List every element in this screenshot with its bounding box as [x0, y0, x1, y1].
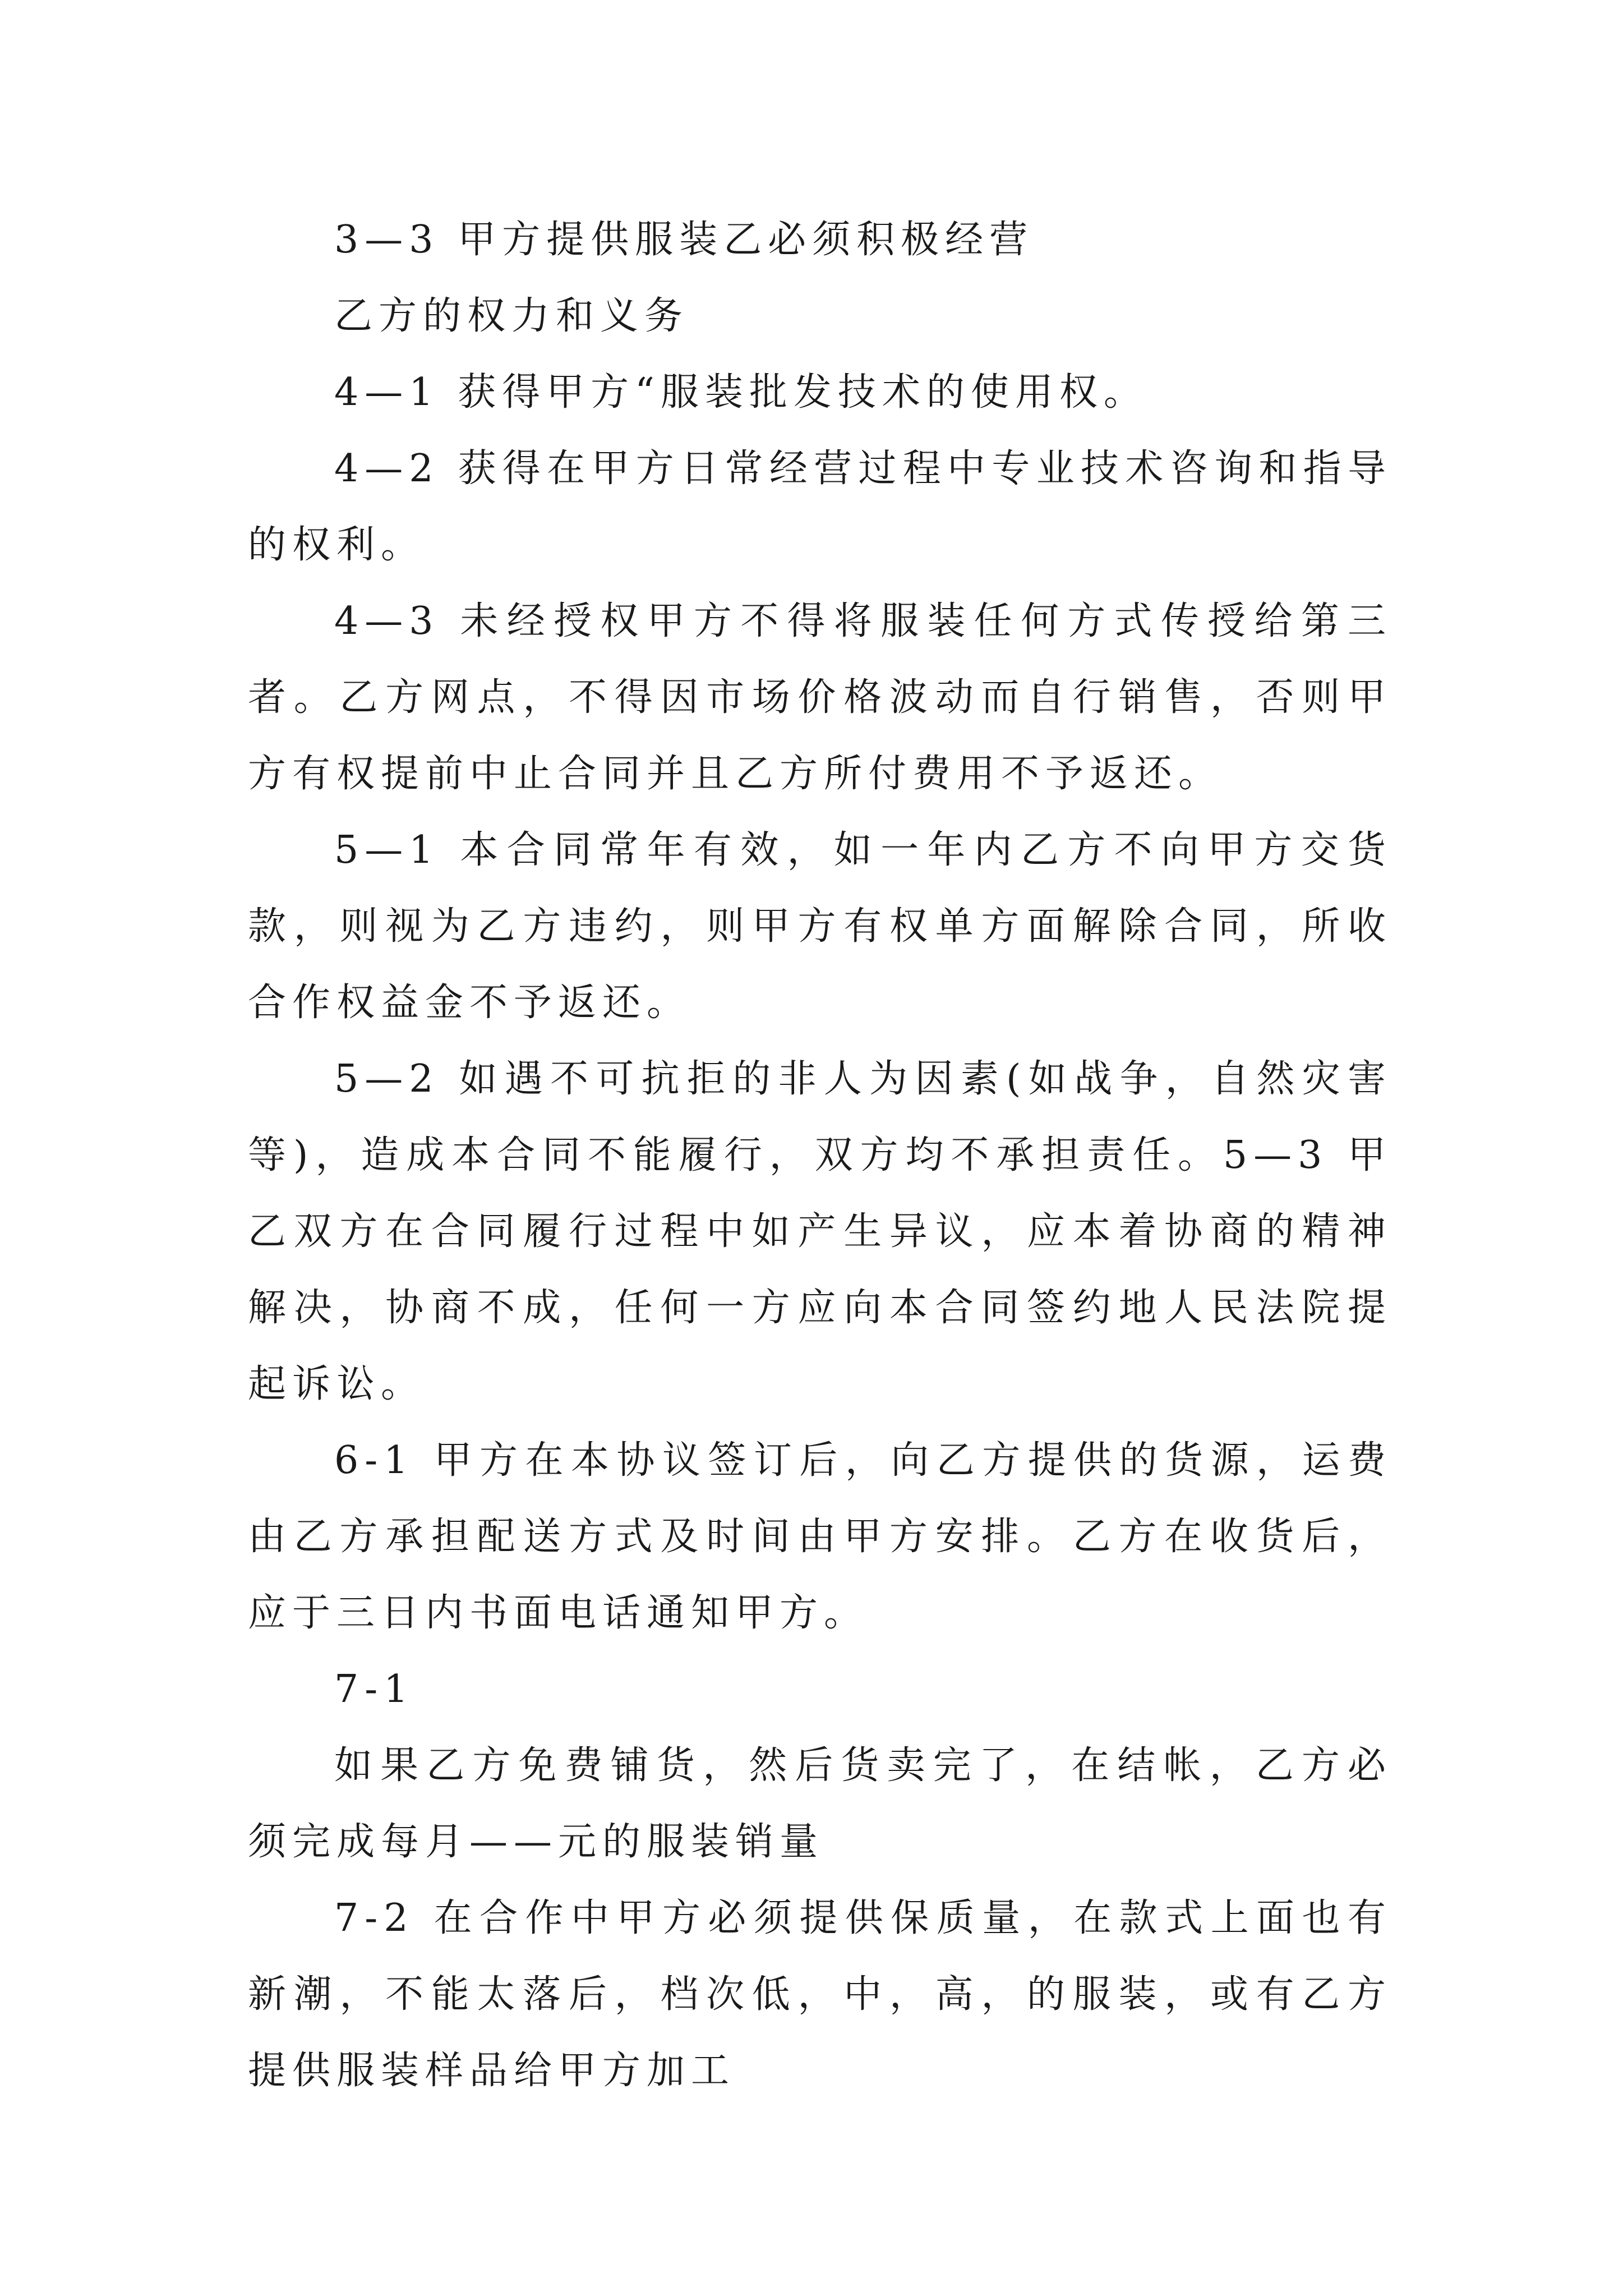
clause-5-2-5-3: 5—2 如遇不可抗拒的非人为因素(如战争，自然灾害等)，造成本合同不能履行，双方均不承担责任。5—3 甲乙双方在合同履行过程中如产生异议，应本着协商的精神解决，协商不成，任何一方应向本合同签约地人民法院提起诉讼。 — [248, 1057, 1392, 1406]
clause-6-1: 6-1 甲方在本协议签订后，向乙方提供的货源，运费由乙方承担配送方式及时间由甲方安排。乙方在收货后，应于三日内书面电话通知甲方。 — [248, 1438, 1392, 1635]
clause-4-2: 4—2 获得在甲方日常经营过程中专业技术咨询和指导的权利。 — [248, 447, 1392, 567]
clause-3-3: 3—3 甲方提供服装乙必须积极经营 — [334, 218, 1034, 262]
clause-7-1-text: 如果乙方免费铺货，然后货卖完了，在结帐，乙方必须完成每月——元的服装销量 — [248, 1743, 1392, 1864]
clause-7-1-number: 7-1 — [334, 1667, 414, 1711]
clause-5-1: 5—1 本合同常年有效，如一年内乙方不向甲方交货款，则视为乙方违约，则甲方有权单方面解除合同，所收合作权益金不予返还。 — [248, 828, 1392, 1025]
clause-4-3: 4—3 未经授权甲方不得将服装任何方式传授给第三者。乙方网点，不得因市场价格波动而自行销售，否则甲方有权提前中止合同并且乙方所付费用不予返还。 — [248, 599, 1392, 796]
clause-4-1: 4—1 获得甲方“服装批发技术的使用权。 — [334, 370, 1148, 415]
document-body — [248, 202, 1392, 2109]
section-heading-rights-obligations: 乙方的权力和义务 — [334, 294, 689, 338]
clause-7-2: 7-2 在合作中甲方必须提供保质量，在款式上面也有新潮，不能太落后，档次低，中，高，的服装，或有乙方提供服装样品给甲方加工 — [248, 1896, 1392, 2093]
